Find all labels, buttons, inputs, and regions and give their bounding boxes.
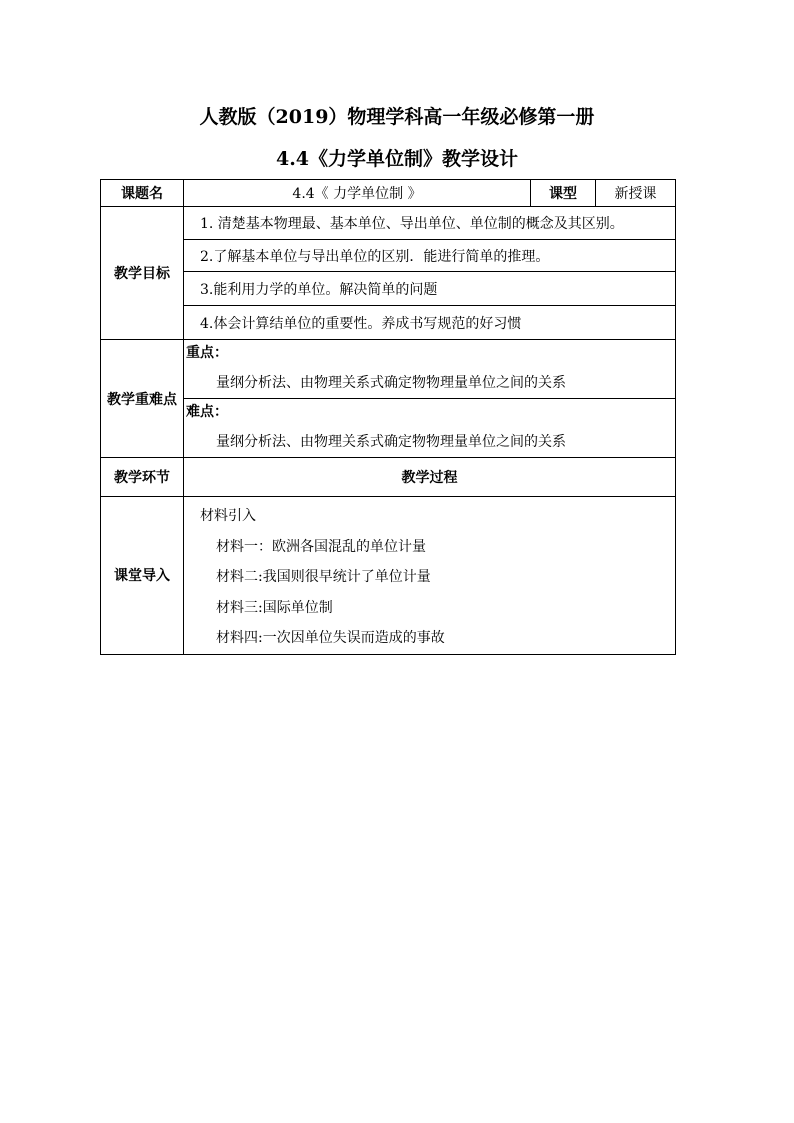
- stage-label: 教学环节: [101, 458, 184, 497]
- objective-item: 1. 清楚基本物理最、基本单位、导出单位、单位制的概念及其区别。: [184, 207, 676, 240]
- topic-row: [101, 180, 676, 207]
- header-row: [101, 458, 676, 497]
- difficult-point-cell: [184, 399, 676, 458]
- process-label: 教学过程: [184, 458, 676, 497]
- objective-row: [101, 272, 676, 306]
- key-point-heading: 重点：: [186, 345, 228, 361]
- intro-row: [101, 497, 676, 655]
- type-value: 新授课: [596, 180, 676, 207]
- topic-value: 4.4《 力学单位制 》: [184, 180, 531, 207]
- intro-label: 课堂导入: [101, 497, 184, 655]
- topic-label: 课题名: [101, 180, 184, 207]
- lesson-plan-table: [100, 179, 676, 655]
- objective-item: 2.了解基本单位与导出单位的区别．能进行简单的推理。: [184, 240, 676, 272]
- intro-line: 材料引入: [200, 508, 256, 524]
- intro-line: 材料三:国际单位制: [216, 599, 333, 616]
- keypoint-row: [101, 340, 676, 399]
- objective-row: [101, 207, 676, 240]
- difficult-point-text: 量纲分析法、由物理关系式确定物物理量单位之间的关系: [216, 434, 566, 450]
- difficult-point-heading: 难点：: [186, 404, 228, 420]
- objective-item: 3.能利用力学的单位。解决简单的问题: [184, 272, 676, 306]
- type-label: 课型: [531, 180, 596, 207]
- keypoints-label: 教学重难点: [101, 340, 184, 458]
- intro-line: 材料二:我国则很早统计了单位计量: [216, 569, 431, 585]
- intro-content: [184, 497, 676, 655]
- difficulty-row: [101, 399, 676, 458]
- document-title: 人教版（2019）物理学科高一年级必修第一册: [199, 106, 595, 128]
- intro-line: 材料一：欧洲各国混乱的单位计量: [216, 538, 426, 555]
- objective-row: [101, 240, 676, 272]
- objective-item: 4.体会计算结单位的重要性。养成书写规范的好习惯: [184, 306, 676, 340]
- objectives-label: 教学目标: [101, 207, 184, 340]
- document-subtitle: 4.4《力学单位制》教学设计: [275, 148, 519, 170]
- key-point-cell: [184, 340, 676, 399]
- objective-row: [101, 306, 676, 340]
- key-point-text: 量纲分析法、由物理关系式确定物物理量单位之间的关系: [216, 375, 566, 391]
- intro-line: 材料四:一次因单位失误而造成的事故: [216, 630, 445, 646]
